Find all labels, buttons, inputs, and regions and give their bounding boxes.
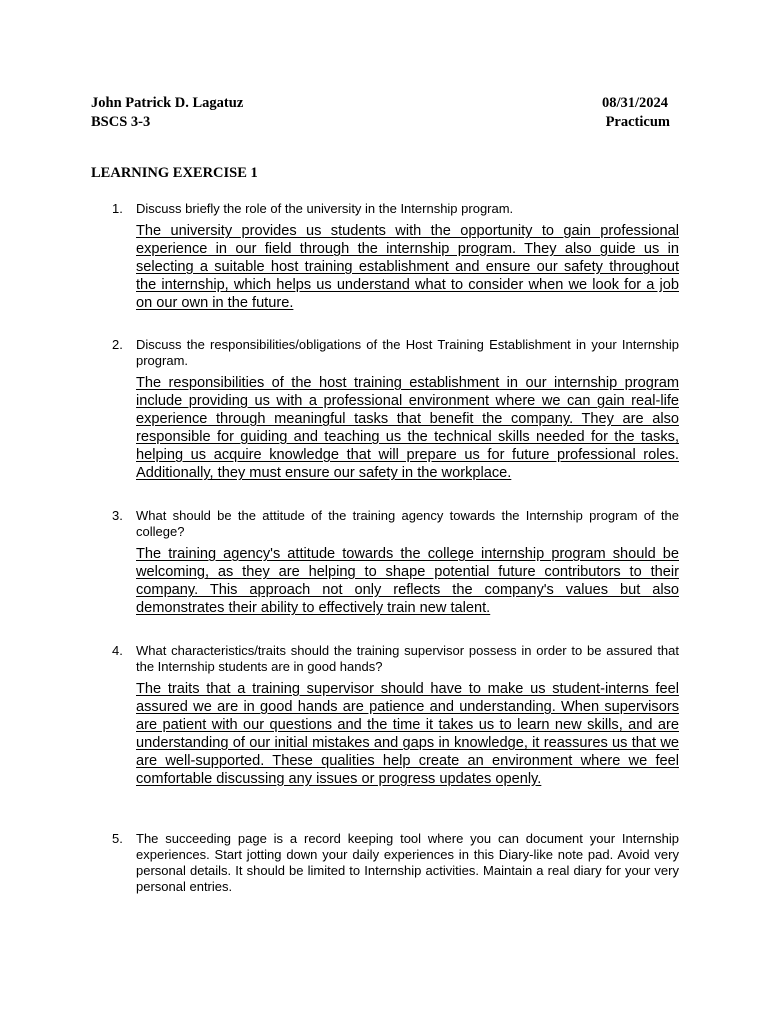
item-answer: The training agency's attitude towards the college internship program should be welcoming, as they are helping to shape potential future contributors to their company. This approach not only reflects the company's values but also demonstrates their ability to effectively train new talent.	[136, 546, 679, 616]
item-number: 4.	[112, 643, 123, 658]
item-answer: The responsibilities of the host training establishment in our internship program include providing us with a professional environment where we can gain real-life experience through meaningful tasks that benefit the company. They are also responsible for guiding and teaching us the technical skills needed for the tasks, helping us acquire knowledge that will prepare us for future professional roles. Additionally, they must ensure our safety in the workplace.	[136, 375, 679, 481]
item-question: The succeeding page is a record keeping tool where you can document your Internship experiences. Start jotting down your daily experiences in this Diary-like note pad. Avoid very personal details. It should be limited to Internship activities. Maintain a real diary for your very personal entries.	[136, 831, 679, 894]
student-name: John Patrick D. Lagatuz	[91, 95, 244, 111]
document-date: 08/31/2024	[601, 95, 668, 111]
item-question: What characteristics/traits should the training supervisor possess in order to be assured that the Internship students are in good hands?	[136, 643, 679, 674]
exercise-item-3	[91, 508, 679, 617]
item-question: Discuss the responsibilities/obligations of the Host Training Establishment in your Internship program.	[136, 337, 679, 368]
item-answer: The university provides us students with the opportunity to gain professional experience in our field through the internship program. They also guide us in selecting a suitable host training establishment and ensure our safety throughout the internship, which helps us understand what to consider when we look for a job on our own in the future.	[136, 223, 679, 311]
course-name: Practicum	[605, 114, 670, 130]
item-question: Discuss briefly the role of the university in the Internship program.	[136, 201, 514, 216]
exercise-item-2	[91, 337, 679, 482]
student-section: BSCS 3-3	[91, 114, 151, 130]
header-left	[91, 94, 243, 132]
item-number: 2.	[112, 337, 123, 352]
item-question: What should be the attitude of the training agency towards the Internship program of the college?	[136, 508, 679, 539]
exercise-item-5	[91, 831, 679, 895]
exercise-item-4	[91, 643, 679, 788]
item-number: 3.	[112, 508, 123, 523]
page-title: LEARNING EXERCISE 1	[91, 165, 258, 181]
header-right	[602, 94, 670, 132]
item-answer: The traits that a training supervisor should have to make us student-interns feel assured we are in good hands are patience and understanding. When supervisors are patient with our questions and the time it takes us to learn new skills, and are understanding of our initial mistakes and gaps in knowledge, it reassures us that we are well-supported. These qualities help create an environment where we feel comfortable discussing any issues or progress updates openly.	[136, 681, 679, 787]
item-number: 5.	[112, 831, 123, 846]
item-number: 1.	[112, 201, 123, 216]
exercise-item-1	[91, 201, 679, 312]
